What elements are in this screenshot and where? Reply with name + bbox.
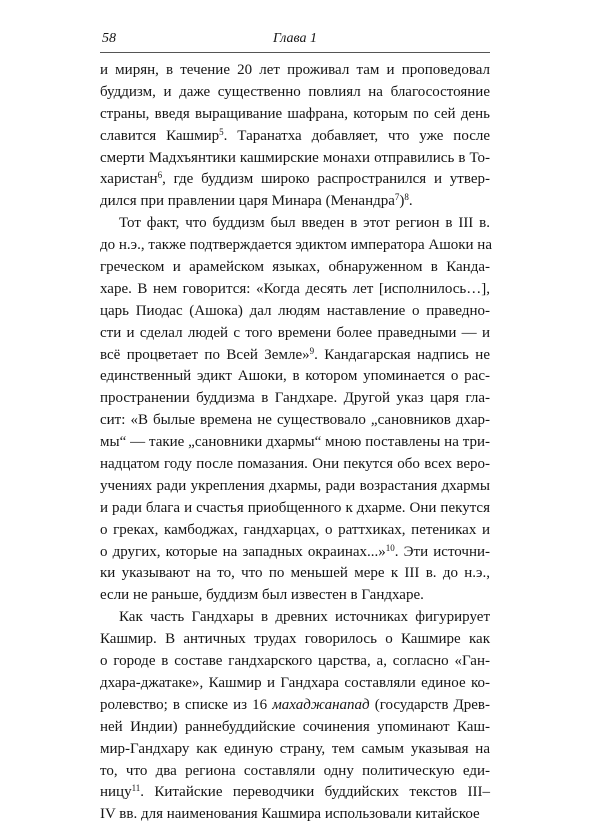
text-run: ней Индии) раннебуддийские сочинения упоминают Каш- — [100, 718, 490, 735]
text-line — [100, 126, 490, 148]
text-run: пространении буддизма в Гандхаре. Другой указ царя гла- — [100, 390, 490, 407]
footnote-ref: 7 — [394, 192, 400, 203]
text-run: , где буддизм широко распространился и утвер- — [162, 171, 490, 188]
text-run: буддизм, и даже существенно повлиял на благосостояние — [100, 83, 490, 100]
text-line — [100, 82, 490, 104]
running-header — [100, 30, 490, 53]
text-run: ролевство; в списке из 16 — [100, 696, 273, 713]
text-line — [100, 257, 490, 279]
text-line — [100, 104, 490, 126]
text-run: греческом и арамейском языках, обнаруженном в Канда- — [100, 259, 490, 276]
text-run: учениях ради укрепления дхармы, ради возрастания дхармы — [100, 477, 490, 494]
text-run: и мирян, в течение 20 лет проживал там и проповедовал — [100, 62, 490, 78]
paragraph — [100, 213, 490, 607]
footnote-ref: 5 — [219, 126, 224, 137]
running-title: Глава 1 — [273, 31, 317, 46]
text-run: . — [408, 193, 413, 210]
footnote-ref: 6 — [157, 170, 163, 181]
text-line — [100, 761, 490, 783]
text-line — [100, 520, 490, 542]
text-line — [100, 476, 490, 498]
text-line — [100, 235, 490, 257]
text-run: дхара-джатаке», Кашмир и Гандхара составляли единое ко- — [100, 674, 490, 691]
text-run: единственный эдикт Ашоки, в котором упоминается о рас- — [100, 368, 490, 385]
text-line — [100, 366, 490, 388]
text-run: мир-Гандхару как единую страну, тем самым указывая на — [100, 740, 490, 757]
footnote-ref: 9 — [309, 345, 315, 356]
text-line — [100, 585, 490, 607]
text-run: ки указывают на то, что по меньшей мере к III в. до н.э., — [100, 565, 490, 582]
text-run: харе. В нем говорится: «Когда десять лет [исполнилось…], — [100, 280, 490, 297]
footnote-ref: 10 — [385, 542, 395, 553]
text-line — [100, 213, 490, 235]
text-run: надцатом году после помазания. Они пекутся обо всех веро- — [100, 456, 490, 473]
text-run: если не раньше, буддизм был известен в Гандхаре. — [100, 587, 424, 604]
text-run: Кашмир. В античных трудах говорилось о Кашмире как — [100, 631, 490, 648]
text-line — [100, 607, 490, 629]
text-run: . Китайские переводчики буддийских текстов III– — [140, 784, 490, 801]
text-line — [100, 432, 490, 454]
text-line — [100, 695, 490, 717]
text-run: ) — [399, 193, 405, 210]
text-run: Тот факт, что буддизм был введен в этот регион в III в. — [119, 215, 490, 232]
text-line — [100, 651, 490, 673]
text-run: . Кандагарская надпись не — [314, 346, 490, 363]
text-line — [100, 804, 490, 826]
text-line — [100, 60, 490, 82]
text-line — [100, 717, 490, 739]
text-run: о греках, камбоджах, гандхарцах, о раттхиках, петениках и — [100, 521, 490, 538]
text-run: (государств Древ- — [369, 696, 490, 713]
text-run: царь Пиодас (Ашока) дал людям наставление о праведно- — [100, 302, 490, 319]
text-run: харистан — [100, 171, 158, 188]
text-line — [100, 323, 490, 345]
text-line — [100, 169, 490, 191]
text-run: всё процветает по Всей Земле» — [100, 346, 310, 363]
text-run: о городе в составе гандхарского царства, а, согласно «Ган- — [100, 653, 490, 670]
text-line — [100, 191, 490, 213]
text-run: смерти Мадхъянтики кашмирские монахи отправились в То- — [100, 149, 490, 166]
text-line — [100, 563, 490, 585]
text-run: то, что два региона составляли одну политическую еди- — [100, 762, 490, 779]
text-line — [100, 148, 490, 170]
text-run: страны, введя выращивание шафрана, которым по сей день — [100, 105, 490, 122]
text-run: . Таранатха добавляет, что уже после — [223, 127, 491, 144]
text-run: до н.э., также подтверждается эдиктом императора Ашоки на — [100, 237, 492, 254]
page-number: 58 — [102, 31, 116, 46]
text-line — [100, 782, 490, 804]
text-line — [100, 301, 490, 323]
paragraph — [100, 60, 490, 213]
footnote-ref: 11 — [131, 783, 141, 794]
text-run: IV вв. для наименования Кашмира использовали китайское — [100, 806, 480, 823]
text-run: дился при правлении царя Минара (Менандра — [100, 193, 395, 210]
text-line — [100, 410, 490, 432]
text-run: мы“ — такие „сановники дхармы“ мною поставлены на три- — [100, 434, 490, 451]
text-line — [100, 673, 490, 695]
text-run: сит: «В былые времена не существовало „сановников дхар- — [100, 412, 490, 429]
text-line — [100, 498, 490, 520]
text-run: славится Кашмир — [100, 127, 220, 144]
text-run: Как часть Гандхары в древних источниках фигурирует — [119, 609, 490, 626]
text-line — [100, 454, 490, 476]
text-line — [100, 542, 490, 564]
text-run: о других, которые на западных окраинах...» — [100, 543, 386, 560]
text-run: и ради блага и счастья приобщенного к дхарме. Они пекутся — [100, 499, 490, 516]
text-line — [100, 279, 490, 301]
text-line — [100, 345, 490, 367]
text-line — [100, 629, 490, 651]
text-line — [100, 388, 490, 410]
footnote-ref: 8 — [404, 192, 409, 203]
body-text — [100, 60, 490, 826]
paragraph — [100, 607, 490, 826]
text-run: ницу — [100, 784, 132, 801]
text-run: сти и сделал людей с того времени более праведными — и — [100, 324, 490, 341]
italic-term: махаджанапад — [272, 696, 370, 713]
text-run: . Эти источни- — [394, 543, 491, 560]
